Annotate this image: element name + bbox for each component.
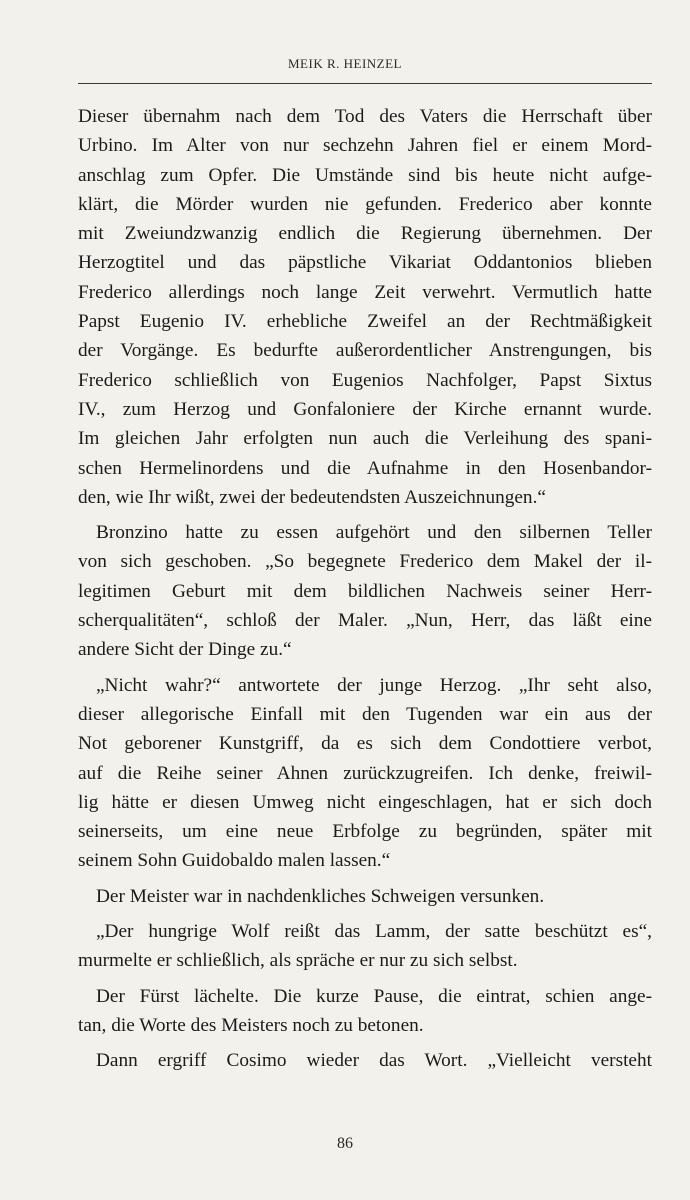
text-line: Der Meister war in nachdenkliches Schweigen versunken. — [96, 885, 545, 907]
text-line: andere Sicht der Dinge zu.“ — [78, 639, 292, 661]
paragraph — [78, 982, 652, 1041]
header-rule — [78, 83, 652, 84]
paragraph — [78, 518, 652, 664]
text-line: scherqualitäten“, schloß der Maler. „Nun, Herr, das läßt eine — [78, 610, 652, 632]
text-line: auf die Reihe seiner Ahnen zurückzugreifen. Ich denke, freiwil- — [78, 762, 652, 784]
text-line: der Vorgänge. Es bedurfte außerordentlicher Anstrengungen, bis — [78, 340, 652, 362]
text-line: lig hätte er diesen Umweg nicht eingeschlagen, hat er sich doch — [78, 791, 652, 813]
text-line: tan, die Worte des Meisters noch zu betonen. — [78, 1014, 424, 1036]
text-line: Frederico allerdings noch lange Zeit verwehrt. Vermutlich hatte — [78, 281, 652, 303]
text-line: Bronzino hatte zu essen aufgehört und den silbernen Teller — [96, 522, 652, 544]
paragraph — [78, 882, 652, 911]
text-line: murmelte er schließlich, als spräche er nur zu sich selbst. — [78, 950, 518, 972]
text-line: seinem Sohn Guidobaldo malen lassen.“ — [78, 850, 391, 872]
text-line: „Der hungrige Wolf reißt das Lamm, der satte beschützt es“, — [96, 921, 652, 943]
text-line: Herzogtitel und das päpstliche Vikariat Oddantonios blieben — [78, 252, 652, 274]
body-text — [78, 102, 652, 1076]
text-line: Im gleichen Jahr erfolgten nun auch die Verleihung des spani- — [78, 428, 652, 450]
page-number: 86 — [337, 1135, 353, 1152]
text-line: Not geborener Kunstgriff, da es sich dem Condottiere verbot, — [78, 733, 652, 755]
paragraph — [78, 917, 652, 976]
text-line: anschlag zum Opfer. Die Umstände sind bis heute nicht aufge- — [78, 164, 652, 186]
paragraph — [78, 102, 652, 512]
text-line: Dann ergriff Cosimo wieder das Wort. „Vielleicht versteht — [96, 1050, 652, 1072]
text-line: IV., zum Herzog und Gonfaloniere der Kirche ernannt wurde. — [78, 398, 652, 420]
text-line: seinerseits, um eine neue Erbfolge zu begründen, später mit — [78, 821, 652, 843]
text-line: klärt, die Mörder wurden nie gefunden. Frederico aber konnte — [78, 193, 652, 215]
paragraph — [78, 671, 652, 876]
text-line: Dieser übernahm nach dem Tod des Vaters die Herrschaft über — [78, 106, 652, 127]
text-line: dieser allegorische Einfall mit den Tugenden war ein aus der — [78, 703, 652, 725]
text-line: von sich geschoben. „So begegnete Frederico dem Makel der il- — [78, 551, 652, 573]
text-line: Urbino. Im Alter von nur sechzehn Jahren fiel er einem Mord- — [78, 135, 652, 157]
text-line: Der Fürst lächelte. Die kurze Pause, die eintrat, schien ange- — [96, 985, 652, 1007]
text-line: „Nicht wahr?“ antwortete der junge Herzog. „Ihr seht also, — [96, 674, 652, 696]
text-line: Papst Eugenio IV. erhebliche Zweifel an der Rechtmäßigkeit — [78, 311, 652, 333]
text-line: schen Hermelinordens und die Aufnahme in den Hosenbandor- — [78, 457, 652, 479]
text-line: den, wie Ihr wißt, zwei der bedeutendsten Auszeichnungen.“ — [78, 486, 546, 508]
paragraph — [78, 1046, 652, 1075]
running-head: MEIK R. HEINZEL — [287, 56, 402, 71]
text-line: Frederico schließlich von Eugenios Nachfolger, Papst Sixtus — [78, 369, 652, 391]
text-line: mit Zweiundzwanzig endlich die Regierung übernehmen. Der — [78, 223, 652, 245]
text-line: legitimen Geburt mit dem bildlichen Nachweis seiner Herr- — [78, 580, 652, 602]
